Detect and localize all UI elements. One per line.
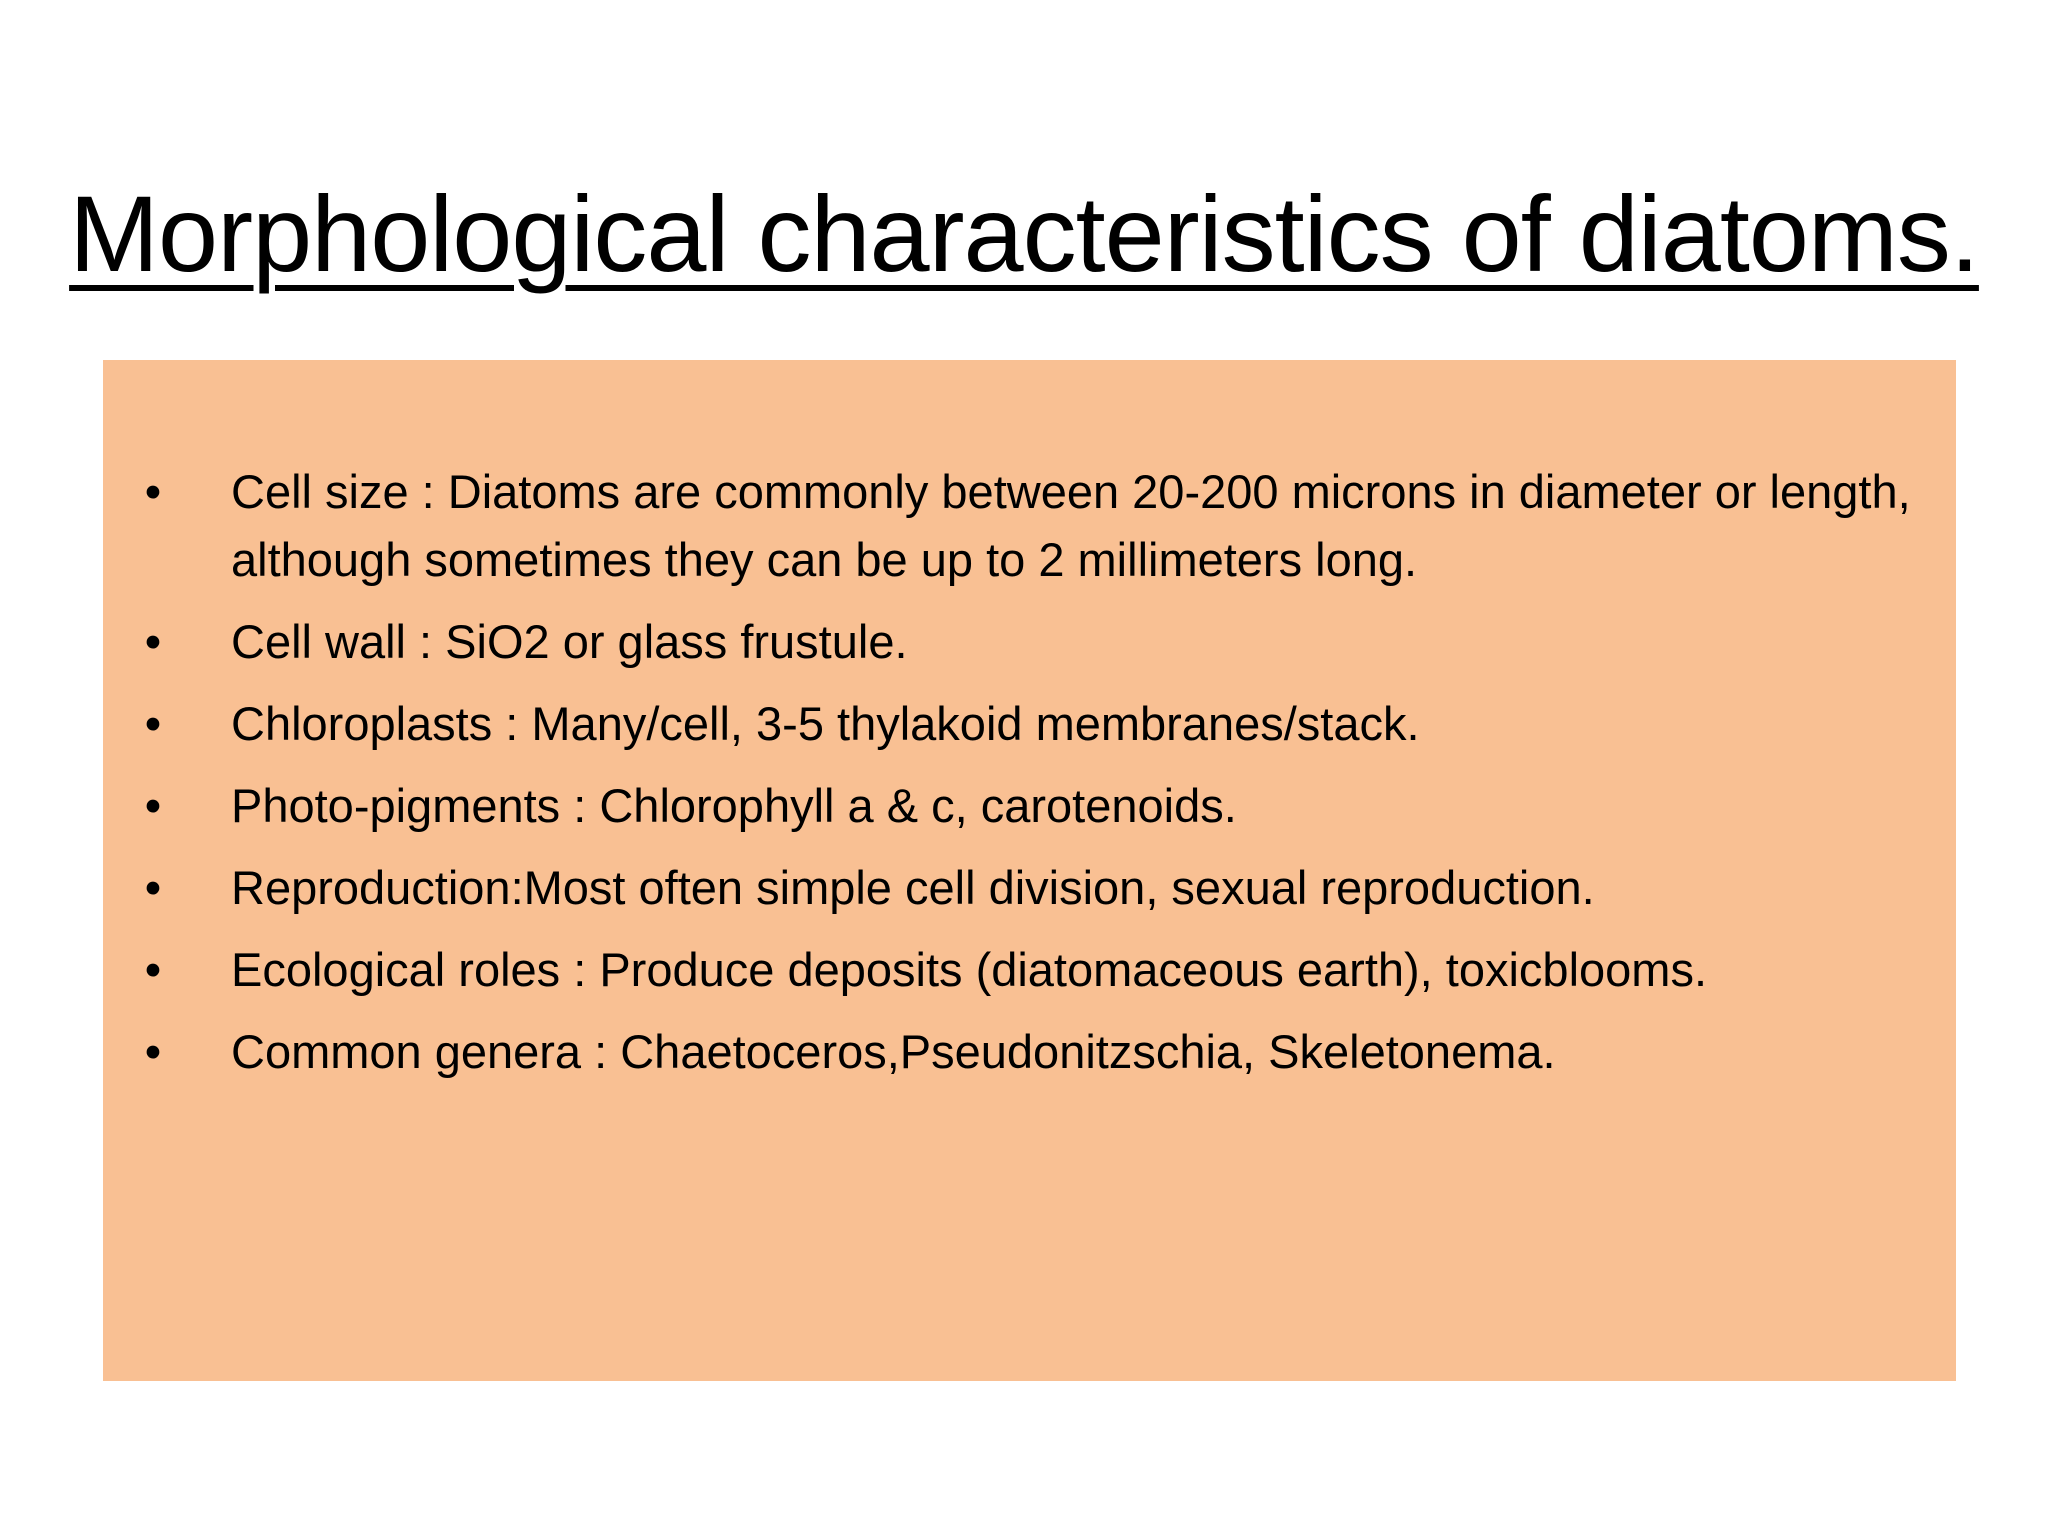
- bullet-text: Ecological roles : Produce deposits (diatomaceous earth), toxicblooms.: [231, 943, 1708, 996]
- bullet-list: [133, 458, 1916, 1086]
- slide-title: Morphological characteristics of diatoms.: [69, 173, 1979, 295]
- bullet-item-ecological-roles: [133, 936, 1916, 1004]
- content-box: [103, 360, 1956, 1381]
- bullet-text: Reproduction:Most often simple cell division, sexual reproduction.: [231, 861, 1595, 914]
- bullet-item-reproduction: [133, 854, 1916, 922]
- bullet-icon: •: [144, 465, 162, 518]
- bullet-icon: •: [144, 615, 162, 668]
- bullet-icon: •: [144, 779, 162, 832]
- bullet-icon: •: [144, 943, 162, 996]
- bullet-icon: •: [144, 697, 162, 750]
- bullet-icon: •: [144, 861, 162, 914]
- bullet-text: Cell wall : SiO2 or glass frustule.: [231, 615, 908, 668]
- bullet-item-photo-pigments: [133, 772, 1916, 840]
- bullet-item-cell-wall: [133, 608, 1916, 676]
- bullet-icon: •: [144, 1025, 162, 1078]
- bullet-item-chloroplasts: [133, 690, 1916, 758]
- bullet-item-common-genera: [133, 1018, 1916, 1086]
- bullet-text: Chloroplasts : Many/cell, 3-5 thylakoid membranes/stack.: [231, 697, 1420, 750]
- bullet-text: Cell size : Diatoms are commonly between 20-200 microns in diameter or length, although sometimes they can be up to 2 millimeters long.: [231, 465, 1911, 586]
- bullet-text: Photo-pigments : Chlorophyll a & c, carotenoids.: [231, 779, 1237, 832]
- bullet-text: Common genera : Chaetoceros,Pseudonitzschia, Skeletonema.: [231, 1025, 1556, 1078]
- bullet-item-cell-size: [133, 458, 1916, 594]
